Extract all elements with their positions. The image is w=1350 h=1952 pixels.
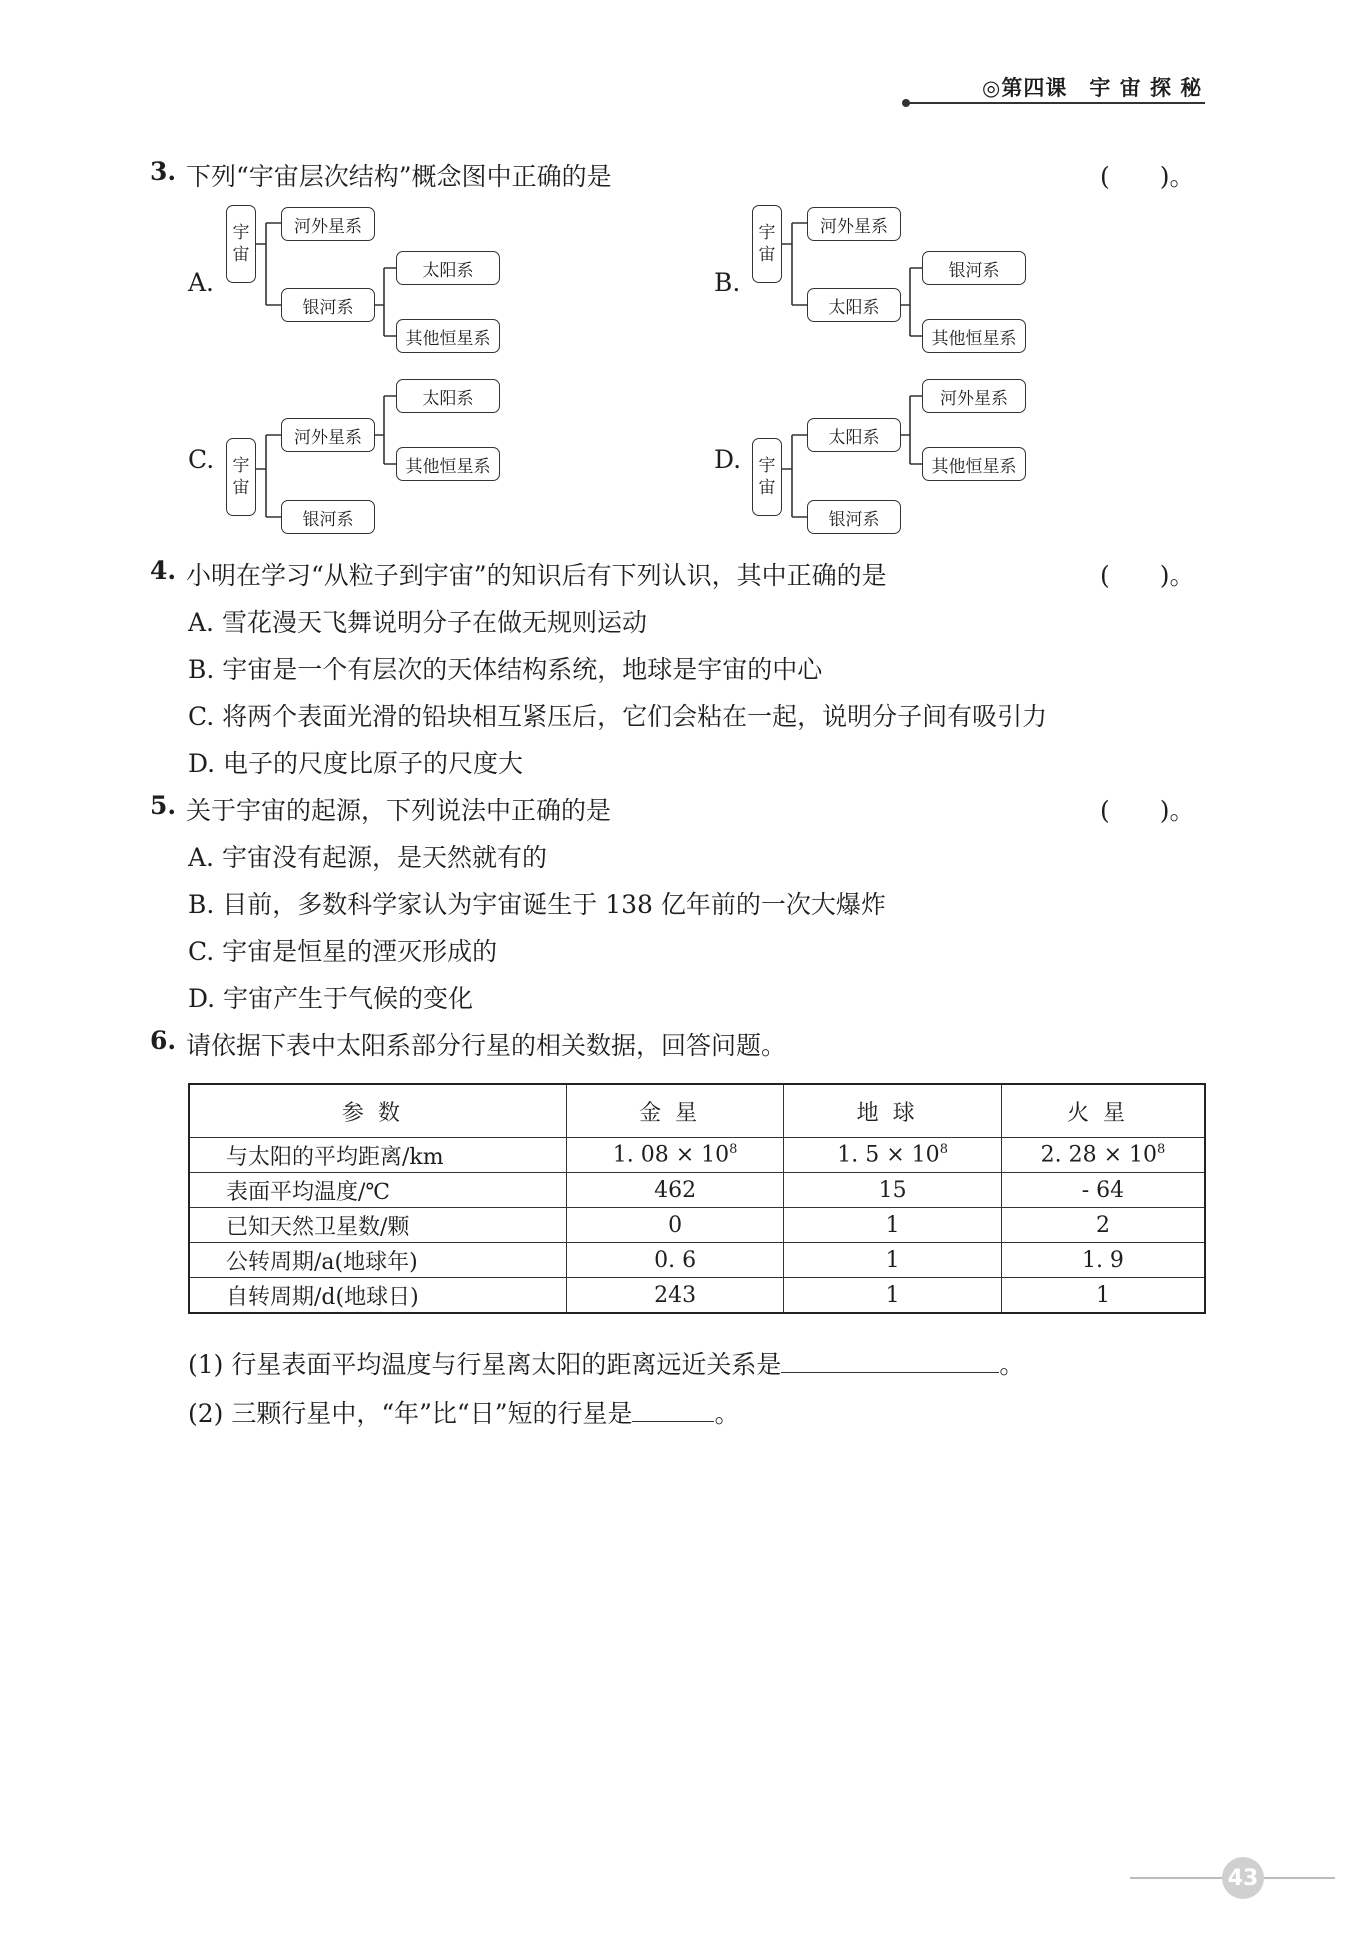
cell-venus: 0. 6 [566, 1243, 784, 1278]
q4-number: 4. [150, 556, 177, 585]
universe-node: 宇 宙 [752, 205, 782, 283]
q3-option-b-diagram[interactable] [752, 205, 1032, 349]
q6-text: 请依据下表中太阳系部分行星的相关数据，回答问题。 [186, 1031, 787, 1060]
header-earth: 地球 [784, 1084, 1002, 1138]
q3-option-b-letter: B. [714, 268, 741, 297]
header-venus: 金星 [566, 1084, 784, 1138]
q4-option-b[interactable]: B. 宇宙是一个有层次的天体结构系统，地球是宇宙的中心 [188, 655, 823, 684]
lesson-header: ◎第四课 宇 宙 探 秘 [982, 76, 1203, 100]
table-header-row [189, 1084, 1205, 1138]
q3-option-d-diagram[interactable] [752, 376, 1032, 530]
q4-option-a[interactable]: A. 雪花漫天飞舞说明分子在做无规则运动 [188, 608, 647, 637]
q3-answer-paren: ( )。 [1100, 162, 1195, 191]
cell-earth: 1. $5 \times 10^8$ [784, 1138, 1002, 1173]
q3-option-a-diagram[interactable] [226, 205, 506, 349]
cell-earth: 1 [784, 1278, 1002, 1314]
cell-earth: 1 [784, 1243, 1002, 1278]
q5-option-a[interactable]: A. 宇宙没有起源，是天然就有的 [188, 843, 547, 872]
row-label: 与太阳的平均距离/km [189, 1138, 566, 1173]
cell-earth: 1 [784, 1208, 1002, 1243]
node-level1-top: 河外星系 [807, 207, 901, 241]
q6-sub1: (1) 行星表面平均温度与行星离太阳的距离远近关系是 。 [188, 1350, 1025, 1379]
cell-mars: 2 [1001, 1208, 1205, 1243]
header-rule [905, 102, 1205, 104]
row-label: 自转周期/d(地球日) [189, 1278, 566, 1314]
node-level2-top: 太阳系 [396, 251, 500, 285]
node-level1-top: 河外星系 [281, 418, 375, 452]
cell-venus: 1. $08 \times 10^8$ [566, 1138, 784, 1173]
q4-option-c[interactable]: C. 将两个表面光滑的铅块相互紧压后，它们会粘在一起，说明分子间有吸引力 [188, 702, 1048, 731]
planet-data-table [188, 1083, 1206, 1314]
table-row [189, 1278, 1205, 1314]
cell-mars: 2. $28 \times 10^8$ [1001, 1138, 1205, 1173]
cell-earth: 15 [784, 1173, 1002, 1208]
universe-node: 宇 宙 [226, 438, 256, 516]
node-level1-bottom: 银河系 [281, 500, 375, 534]
cell-mars: 1 [1001, 1278, 1205, 1314]
q3-option-a-letter: A. [188, 268, 215, 297]
node-level2-bottom: 其他恒星系 [396, 447, 500, 481]
header-param: 参数 [189, 1084, 566, 1138]
q4-answer-paren: ( )。 [1100, 561, 1195, 590]
table-row [189, 1208, 1205, 1243]
node-level2-bottom: 其他恒星系 [922, 319, 1026, 353]
row-label: 表面平均温度/℃ [189, 1173, 566, 1208]
cell-venus: 462 [566, 1173, 784, 1208]
q5-number: 5. [150, 791, 177, 820]
cell-mars: - 64 [1001, 1173, 1205, 1208]
table-row [189, 1243, 1205, 1278]
page-number: 43 [1222, 1857, 1264, 1899]
cell-venus: 0 [566, 1208, 784, 1243]
q5-option-b[interactable]: B. 目前，多数科学家认为宇宙诞生于 138 亿年前的一次大爆炸 [188, 890, 886, 919]
q3-text: 下列“宇宙层次结构”概念图中正确的是 [186, 162, 612, 191]
table-row [189, 1138, 1205, 1173]
cell-mars: 1. 9 [1001, 1243, 1205, 1278]
node-level1-top: 太阳系 [807, 418, 901, 452]
row-label: 公转周期/a(地球年) [189, 1243, 566, 1278]
node-level2-top: 银河系 [922, 251, 1026, 285]
q6-sub2: (2) 三颗行星中，“年”比“日”短的行星是 。 [188, 1399, 740, 1428]
q6-number: 6. [150, 1026, 177, 1055]
node-level2-top: 河外星系 [922, 379, 1026, 413]
node-level1-bottom: 太阳系 [807, 288, 901, 322]
row-label: 已知天然卫星数/颗 [189, 1208, 566, 1243]
node-level1-top: 河外星系 [281, 207, 375, 241]
q4-option-d[interactable]: D. 电子的尺度比原子的尺度大 [188, 749, 524, 778]
universe-node: 宇 宙 [752, 438, 782, 516]
node-level2-bottom: 其他恒星系 [396, 319, 500, 353]
node-level1-bottom: 银河系 [807, 500, 901, 534]
q4-text: 小明在学习“从粒子到宇宙”的知识后有下列认识，其中正确的是 [186, 561, 887, 590]
q5-option-c[interactable]: C. 宇宙是恒星的湮灭形成的 [188, 937, 498, 966]
q5-text: 关于宇宙的起源，下列说法中正确的是 [186, 796, 612, 825]
q6-sub1-answer-blank[interactable] [781, 1350, 999, 1373]
header-rule-dot [902, 99, 910, 107]
node-level2-bottom: 其他恒星系 [922, 447, 1026, 481]
node-level1-bottom: 银河系 [281, 288, 375, 322]
q5-option-d[interactable]: D. 宇宙产生于气候的变化 [188, 984, 474, 1013]
q3-option-d-letter: D. [714, 445, 742, 474]
q3-number: 3. [150, 157, 177, 186]
q6-sub2-answer-blank[interactable] [632, 1399, 714, 1422]
header-mars: 火星 [1001, 1084, 1205, 1138]
table-row [189, 1173, 1205, 1208]
q5-answer-paren: ( )。 [1100, 796, 1195, 825]
cell-venus: 243 [566, 1278, 784, 1314]
node-level2-top: 太阳系 [396, 379, 500, 413]
q3-option-c-letter: C. [188, 445, 215, 474]
q3-option-c-diagram[interactable] [226, 376, 506, 530]
universe-node: 宇 宙 [226, 205, 256, 283]
